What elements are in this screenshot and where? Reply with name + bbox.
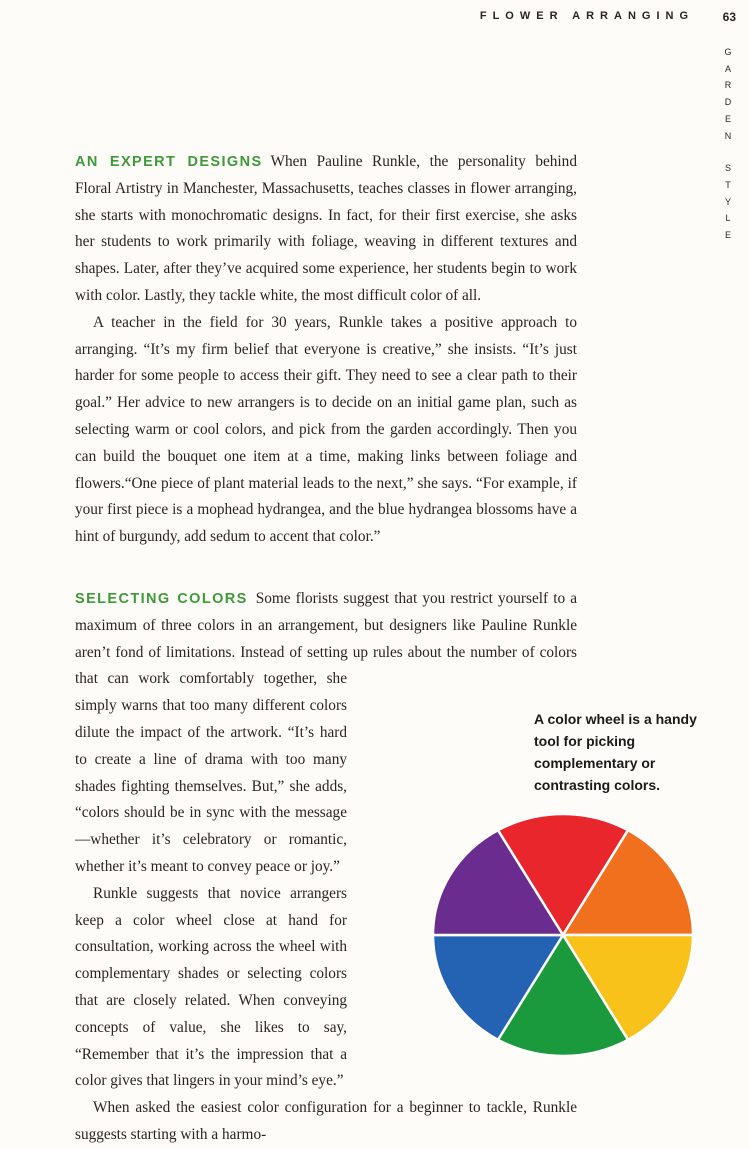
paragraph-text: When Pauline Runkle, the personality behind Floral Artistry in Manchester, Massachusetts, teaches classes in flower arranging, she starts with monochromatic designs. In fact, for their first exercise, she asks her students to work primarily with foliage, weaving in different textures and shapes. Later, after they’ve acquired some experience, her students begin to work with color. Lastly, they tackle white, the most difficult color of all.	[75, 153, 577, 304]
running-head: FLOWER ARRANGING	[479, 10, 694, 22]
paragraph-text: Some florists suggest that you restrict yourself to a maximum of three colors in an arrangement, but designers like Pauline Runkle aren’t fond of limitations. Instead of setting up rules about the number of colors that can work comfortably together, she simply warns that too many different colors dilute the impact of the artwork. “It’s hard to create a line of drama with too many shades fighting themselves. But,” she adds, “colors should be in sync with the message—whether it’s celebratory or romantic, whether it’s meant to convey peace or joy.”	[75, 590, 577, 875]
side-tab-letter: R	[724, 80, 732, 91]
side-tab-letter: E	[724, 230, 731, 241]
side-tab-letter: L	[725, 213, 731, 224]
paragraph: When asked the easiest color configuration for a beginner to tackle, Runkle suggests starting with a harmo-	[75, 1099, 577, 1143]
side-tab-letter: E	[724, 113, 731, 124]
page-number: 63	[722, 10, 736, 24]
figure-caption: A color wheel is a handy tool for picking complementary or contrasting colors.	[534, 711, 697, 793]
side-tab-letter: T	[725, 179, 731, 190]
section-heading: SELECTING COLORS	[75, 591, 248, 607]
side-tab-letter: Y	[724, 196, 731, 207]
section-expert-designs	[75, 149, 577, 551]
side-tab-letter: N	[724, 130, 732, 141]
section-heading: AN EXPERT DESIGNS	[75, 154, 263, 170]
side-tab-letter: A	[724, 63, 731, 74]
paragraph	[75, 149, 577, 310]
side-tab-letter: D	[724, 97, 732, 108]
paragraph: Runkle suggests that novice arrangers keep a color wheel close at hand for consultation, working across the wheel with complementary shades or selecting colors that are closely related. When conveying concepts of value, she likes to say, “Remember that it’s the impression that a color gives that lingers in your mind’s eye.”	[75, 884, 347, 1090]
side-tab-gap	[720, 144, 736, 160]
side-tab-letter: S	[724, 163, 731, 174]
side-tab-letter: G	[724, 47, 732, 57]
paragraph: A teacher in the field for 30 years, Runkle takes a positive approach to arranging. “It’s my firm belief that everyone is creative,” she insists. “It’s just harder for some people to access their gift. They need to see a clear path to their goal.” Her advice to new arrangers is to decide on an initial game plan, such as selecting warm or cool colors, and pick from the garden accordingly. Then you can build the bouquet one item at a time, making links between foliage and flowers.“One piece of plant material leads to the next,” she says. “For example, if your first piece is a mophead hydrangea, and the blue hydrangea blossoms have a hint of burgundy, add sedum to accent that color.”	[75, 313, 577, 546]
page-header	[0, 10, 750, 28]
side-tab-garden-style	[720, 44, 736, 244]
color-wheel	[432, 813, 694, 1057]
